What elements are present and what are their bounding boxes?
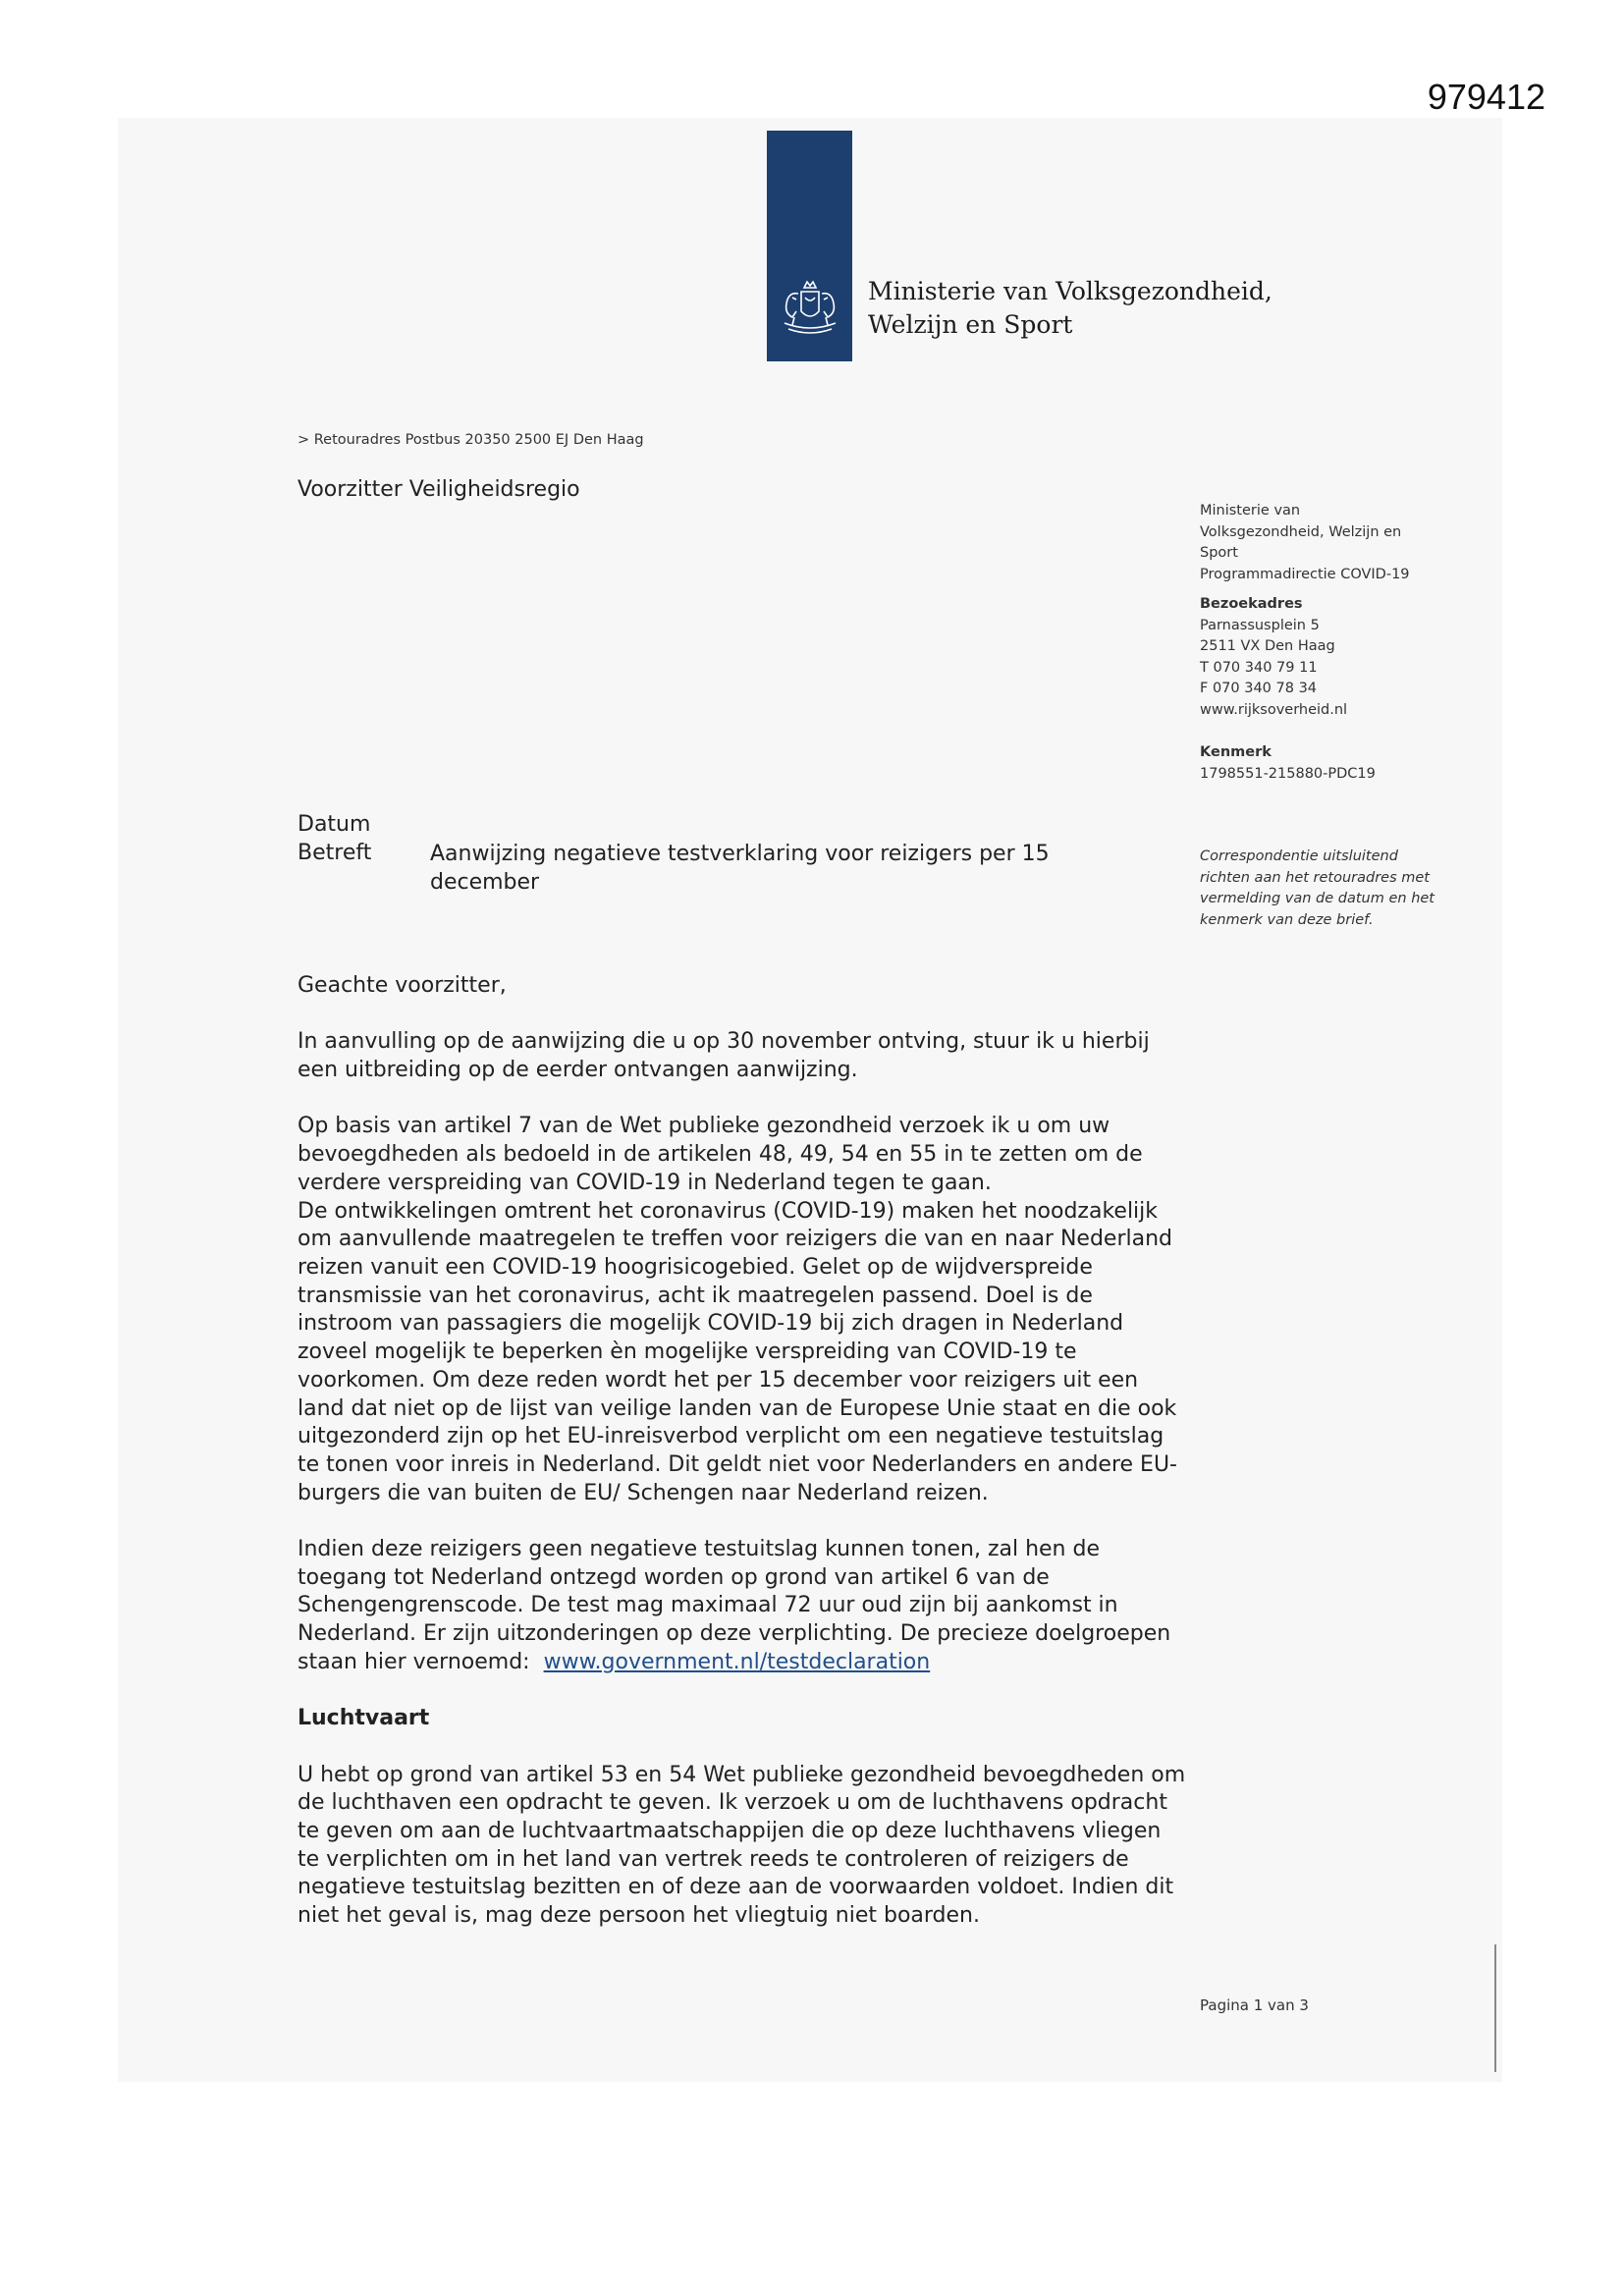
return-address: > Retouradres Postbus 20350 2500 EJ Den Haag xyxy=(298,432,644,448)
coat-of-arms-icon xyxy=(775,278,845,343)
paragraph-4 xyxy=(298,1536,1186,1677)
sender-org-line4: Programmadirectie COVID-19 xyxy=(1200,566,1410,582)
paragraph-5: U hebt op grond van artikel 53 en 54 Wet publieke gezondheid bevoegdheden om de luchthaven een opdracht te geven. Ik verzoek u om de luchthavens opdracht te geven om aan de luchtvaartmaatschappijen die op deze luchthavens vliegen te verplichten om in het land van vertrek reeds te controleren of reizigers de negatieve testuitslag bezitten en of deze aan de voorwaarden voldoet. Indien dit niet het geval is, mag deze persoon het vliegtuig niet boarden. xyxy=(298,1762,1186,1929)
ministry-name-line2: Welzijn en Sport xyxy=(868,310,1073,339)
subject-label: Betreft xyxy=(298,841,372,865)
sender-org-line1: Ministerie van xyxy=(1200,503,1301,519)
subject-text: Aanwijzing negatieve testverklaring voor reizigers per 15 december xyxy=(430,842,1050,895)
document-number: 979412 xyxy=(1427,77,1545,117)
visit-address-label: Bezoekadres xyxy=(1200,596,1303,612)
scan-edge-line xyxy=(1494,1944,1496,2072)
date-label: Datum xyxy=(298,812,371,837)
visit-street: Parnassusplein 5 xyxy=(1200,617,1320,633)
salutation: Geachte voorzitter, xyxy=(298,973,507,998)
paragraph-1: In aanvulling op de aanwijzing die u op 30 november ontving, stuur ik u hierbij een uitbreiding op de eerder ontvangen aanwijzing. xyxy=(298,1029,1150,1083)
reference-label: Kenmerk xyxy=(1200,744,1272,760)
sender-details xyxy=(1200,501,1455,785)
paragraph-3: De ontwikkelingen omtrent het coronavirus (COVID-19) maken het noodzakelijk om aanvullende maatregelen te treffen voor reizigers die van en naar Nederland reizen vanuit een COVID-19 hoogrisicogebied. Gelet op de wijdverspreide transmissie van het coronavirus, acht ik maatregelen passend. Doel is de instroom van passagiers die mogelijk COVID-19 bij zich dragen in Nederland zoveel mogelijk te beperken èn mogelijke verspreiding van COVID-19 te voorkomen. Om deze reden wordt het per 15 december voor reizigers uit een land dat niet op de lijst van veilige landen van de Europese Unie staat en die ook uitgezonderd zijn op het EU-inreisverbod verplicht om een negatieve testuitslag te tonen voor inreis in Nederland. Dit geldt niet voor Nederlanders en andere EU-burgers die van buiten de EU/ Schengen naar Nederland reizen. xyxy=(298,1198,1177,1505)
visit-city: 2511 VX Den Haag xyxy=(1200,638,1335,654)
recipient: Voorzitter Veiligheidsregio xyxy=(298,477,580,502)
reference-number: 1798551-215880-PDC19 xyxy=(1200,765,1376,782)
sender-org-line2: Volksgezondheid, Welzijn en xyxy=(1200,523,1402,540)
letter-body xyxy=(298,972,1186,1959)
ministry-name-line1: Ministerie van Volksgezondheid, xyxy=(868,277,1272,305)
website-link[interactable]: www.rijksoverheid.nl xyxy=(1200,701,1348,718)
testdeclaration-link[interactable]: www.government.nl/testdeclaration xyxy=(543,1649,931,1674)
paragraph-2: Op basis van artikel 7 van de Wet publieke gezondheid verzoek ik u om uw bevoegdheden als bedoeld in de artikelen 48, 49, 54 en 55 in te zetten om de verdere verspreiding van COVID-19 in Nederland tegen te gaan. xyxy=(298,1114,1143,1195)
sender-org-line3: Sport xyxy=(1200,545,1238,561)
page-number: Pagina 1 van 3 xyxy=(1200,1996,1309,2014)
fax-number: F 070 340 78 34 xyxy=(1200,681,1318,696)
section-heading-luchtvaart: Luchtvaart xyxy=(298,1706,430,1731)
phone-number: T 070 340 79 11 xyxy=(1200,659,1318,676)
government-logo xyxy=(767,131,852,361)
correspondence-note: Correspondentie uitsluitend richten aan het retouradres met vermelding van de datum en het kenmerk van deze brief. xyxy=(1200,848,1435,928)
paragraph-4-text: Indien deze reizigers geen negatieve testuitslag kunnen tonen, zal hen de toegang tot Nederland ontzegd worden op grond van artikel 6 van de Schengengrenscode. De test mag maximaal 72 uur oud zijn bij aankomst in Nederland. Er zijn uitzonderingen op deze verplichting. De precieze doelgroepen staan hier vernoemd: xyxy=(298,1537,1171,1674)
ministry-name xyxy=(868,275,1272,342)
